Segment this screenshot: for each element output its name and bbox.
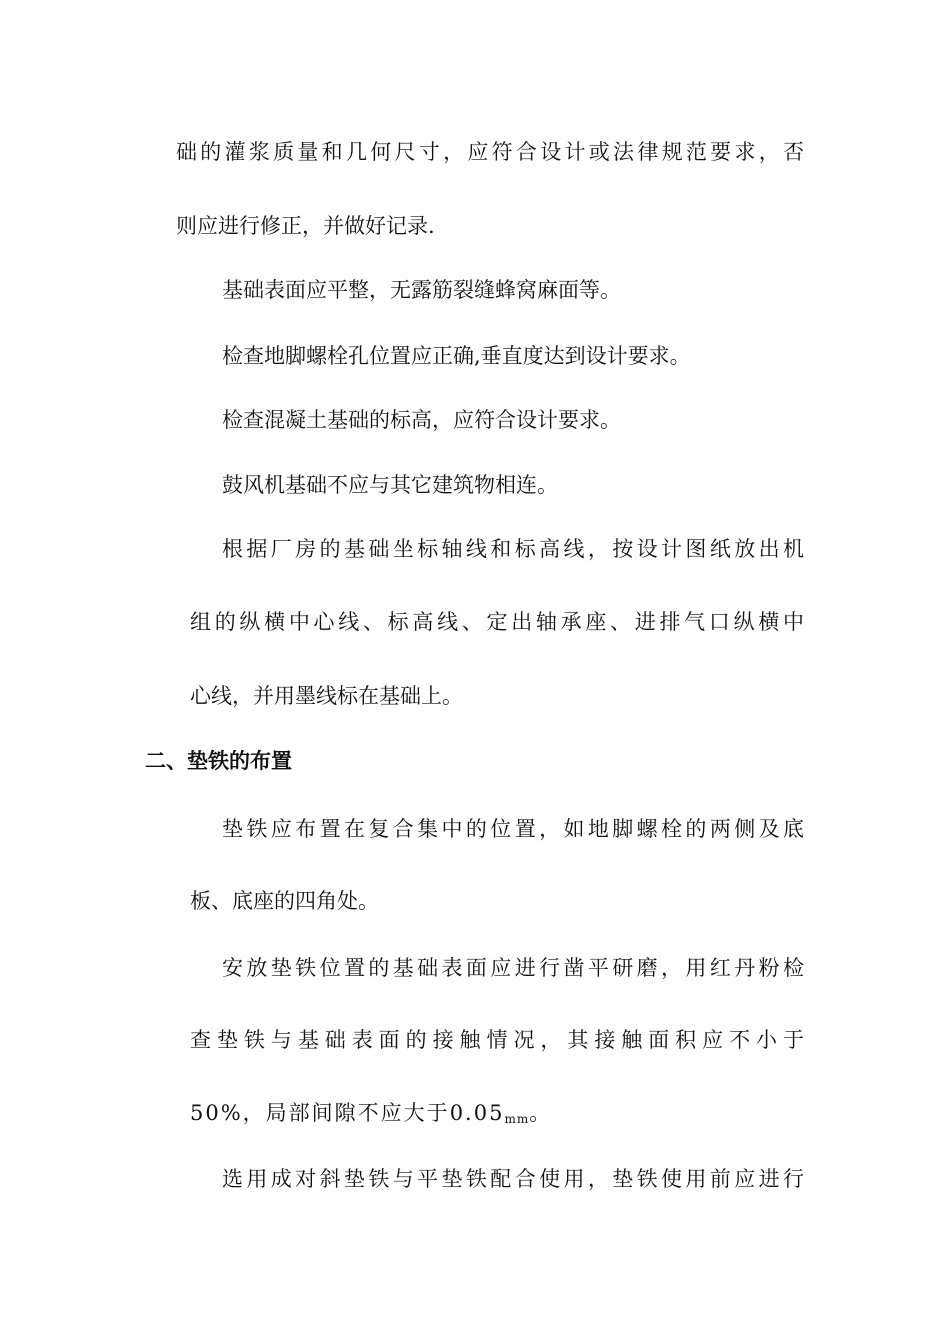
measurement-line	[190, 1099, 550, 1133]
section-heading: 二、垫铁的布置	[145, 749, 292, 773]
paragraph-line: 根据厂房的基础坐标轴线和标高线，按设计图纸放出机	[222, 537, 804, 561]
paragraph-line: 础的灌浆质量和几何尺寸，应符合设计或法律规范要求，否	[176, 140, 804, 164]
paragraph-line: 安放垫铁位置的基础表面应进行凿平研磨，用红丹粉检	[222, 956, 804, 980]
paragraph-line: 查垫铁与基础表面的接触情况，其接触面积应不小于	[190, 1028, 804, 1052]
paragraph-line: 检查地脚螺栓孔位置应正确,垂直度达到设计要求。	[222, 344, 691, 368]
paragraph-line: 检查混凝土基础的标高，应符合设计要求。	[222, 408, 621, 432]
paragraph-line: 板、底座的四角处。	[190, 889, 379, 913]
paragraph-line: 基础表面应平整，无露筋裂缝蜂窝麻面等。	[222, 278, 621, 302]
paragraph-line: 选用成对斜垫铁与平垫铁配合使用，垫铁使用前应进行	[222, 1167, 804, 1191]
measurement-unit: mm	[504, 1112, 530, 1126]
paragraph-line: 则应进行修正，并做好记录.	[176, 214, 435, 238]
measurement-suffix: 。	[529, 1101, 551, 1125]
paragraph-line: 心线，并用墨线标在基础上。	[190, 684, 463, 708]
measurement-value: 0.05	[449, 1101, 505, 1125]
paragraph-line: 鼓风机基础不应与其它建筑物相连。	[222, 473, 558, 497]
paragraph-line: 组的纵横中心线、标高线、定出轴承座、进排气口纵横中	[190, 610, 804, 634]
measurement-prefix: 50%，局部间隙不应大于	[190, 1101, 450, 1125]
paragraph-line: 垫铁应布置在复合集中的位置，如地脚螺栓的两侧及底	[222, 817, 804, 841]
